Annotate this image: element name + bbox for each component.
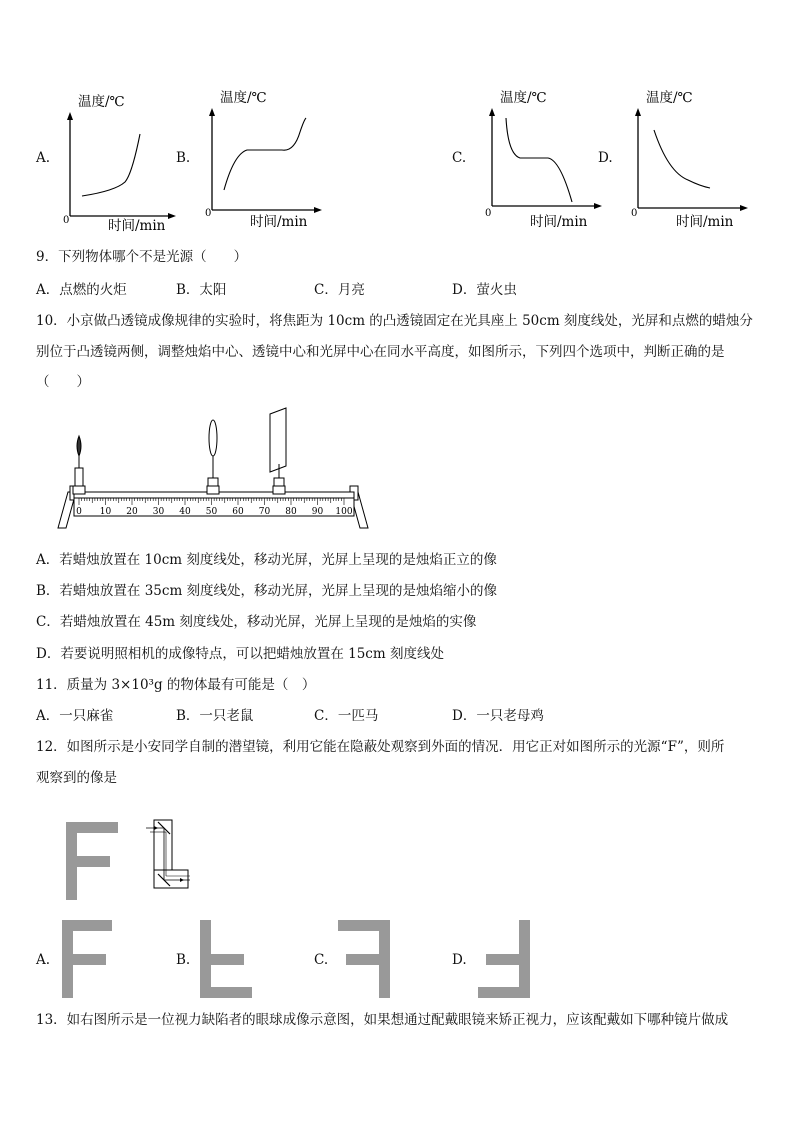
q11-option-b: B．一只老鼠 bbox=[176, 708, 254, 724]
q8-option-d-label: D. bbox=[598, 150, 613, 166]
q9-option-b: B．太阳 bbox=[176, 282, 227, 298]
ruler-tick-label: 90 bbox=[311, 507, 324, 517]
ruler-tick-label: 10 bbox=[99, 507, 112, 517]
q12-image-c bbox=[338, 918, 398, 1002]
svg-text:0: 0 bbox=[205, 208, 212, 219]
q9-option-d: D．萤火虫 bbox=[452, 282, 517, 298]
q9-option-a: A．点燃的火炬 bbox=[36, 282, 127, 298]
q8-graph-c bbox=[482, 82, 612, 232]
q12-option-a-label: A. bbox=[36, 952, 51, 968]
svg-text:0: 0 bbox=[485, 208, 492, 219]
q12-stem-line1: 12．如图所示是小安同学自制的潜望镜，利用它能在隐蔽处观察到外面的情况．用它正对如图所示的光源“F”，则所 bbox=[36, 739, 725, 755]
graph-b-xlabel: 时间/min bbox=[250, 214, 308, 230]
q10-option-a: A．若蜡烛放置在 10cm 刻度线处，移动光屏，光屏上呈现的是烛焰正立的像 bbox=[36, 552, 497, 568]
q8-option-c-label: C. bbox=[452, 150, 467, 166]
q12-option-b-label: B. bbox=[176, 952, 191, 968]
q10-stem-line1: 10．小京做凸透镜成像规律的实验时，将焦距为 10cm 的凸透镜固定在光具座上 50cm 刻度线处，光屏和点燃的蜡烛分 bbox=[36, 313, 753, 329]
q11-option-a: A．一只麻雀 bbox=[36, 708, 114, 724]
ruler-tick-label: 0 bbox=[76, 507, 82, 517]
ruler-tick-label: 40 bbox=[179, 507, 191, 517]
ruler-tick-label: 80 bbox=[285, 507, 297, 517]
q10-option-c: C．若蜡烛放置在 45m 刻度线处，移动光屏，光屏上呈现的是烛焰的实像 bbox=[36, 614, 477, 630]
graph-a-xlabel: 时间/min bbox=[108, 218, 166, 234]
q9-option-c: C．月亮 bbox=[314, 282, 365, 298]
ruler-tick-label: 50 bbox=[205, 507, 218, 517]
q10-stem-line3: （ ） bbox=[36, 374, 90, 390]
graph-c-ylabel: 温度/℃ bbox=[500, 90, 547, 106]
q8-option-b-label: B. bbox=[176, 150, 191, 166]
q8-graph-d bbox=[628, 82, 758, 232]
optical-bench-figure bbox=[50, 406, 380, 534]
ruler-tick-label: 70 bbox=[258, 507, 271, 517]
graph-a-ylabel: 温度/℃ bbox=[78, 94, 125, 110]
q10-stem-line2: 别位于凸透镜两侧，调整烛焰中心、透镜中心和光屏中心在同水平高度，如图所示，下列四个选项中，判断正确的是 bbox=[36, 344, 725, 360]
svg-text:0: 0 bbox=[63, 215, 70, 226]
q11-stem: 11．质量为 3×10³g 的物体最有可能是（ ） bbox=[36, 677, 316, 693]
q10-option-b: B．若蜡烛放置在 35cm 刻度线处，移动光屏，光屏上呈现的是烛焰缩小的像 bbox=[36, 583, 498, 599]
q12-option-c-label: C. bbox=[314, 952, 329, 968]
q8-graph-a bbox=[60, 86, 180, 236]
q8-option-a-label: A. bbox=[36, 150, 51, 166]
graph-d-ylabel: 温度/℃ bbox=[646, 90, 693, 106]
q12-image-d bbox=[478, 918, 538, 1002]
graph-c-xlabel: 时间/min bbox=[530, 214, 588, 230]
q8-graph-b bbox=[202, 82, 332, 232]
graph-d-xlabel: 时间/min bbox=[676, 214, 734, 230]
q12-option-d-label: D. bbox=[452, 952, 467, 968]
ruler-tick-label: 30 bbox=[152, 507, 165, 517]
q10-option-d: D．若要说明照相机的成像特点，可以把蜡烛放置在 15cm 刻度线处 bbox=[36, 646, 444, 662]
q12-image-a bbox=[62, 918, 122, 1002]
ruler-tick-label: 60 bbox=[232, 507, 244, 517]
q11-option-d: D．一只老母鸡 bbox=[452, 708, 544, 724]
q11-option-c: C．一匹马 bbox=[314, 708, 379, 724]
graph-b-ylabel: 温度/℃ bbox=[220, 90, 267, 106]
q12-stem-line2: 观察到的像是 bbox=[36, 770, 117, 786]
ruler-tick-label: 20 bbox=[126, 507, 138, 517]
light-source-f bbox=[66, 820, 126, 904]
ruler-tick-label: 100 bbox=[335, 507, 353, 517]
q9-stem: 9．下列物体哪个不是光源（ ） bbox=[36, 249, 248, 265]
q13-stem: 13．如右图所示是一位视力缺陷者的眼球成像示意图，如果想通过配戴眼镜来矫正视力，应该配戴如下哪种镜片做成 bbox=[36, 1012, 729, 1028]
periscope-figure bbox=[144, 818, 194, 892]
svg-text:0: 0 bbox=[631, 208, 638, 219]
q12-image-b bbox=[200, 918, 260, 1002]
